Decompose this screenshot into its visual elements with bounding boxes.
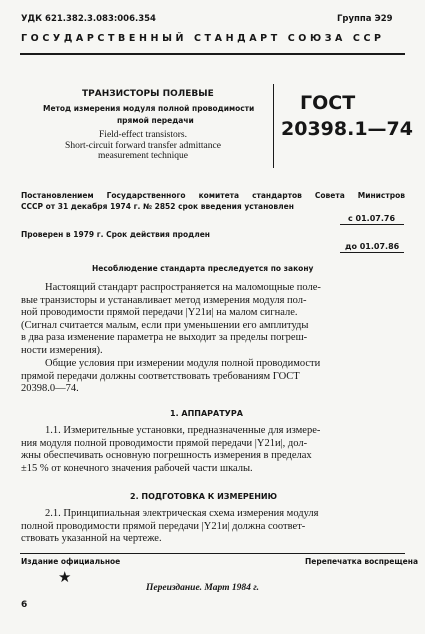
title-divider xyxy=(273,84,274,168)
general-conditions-line: прямой передачи должны соответствовать требованиям ГОСТ xyxy=(21,370,300,382)
document-subtitle-line1: Метод измерения модуля полной проводимости xyxy=(43,104,255,113)
gost-number: 20398.1—74 xyxy=(281,118,413,140)
english-title-line1: Field-effect transistors. xyxy=(99,130,187,140)
intro-paragraph xyxy=(21,282,405,357)
section2-heading: 2. ПОДГОТОВКА К ИЗМЕРЕНИЮ xyxy=(130,492,278,501)
state-standard-banner: ГОСУДАРСТВЕННЫЙ СТАНДАРТ СОЮЗА ССР xyxy=(21,33,385,44)
section2-line: полной проводимости прямой передачи |Y21и| должна соответ- xyxy=(21,520,306,532)
intro-line: ности измерения). xyxy=(21,344,103,356)
intro-line: Настоящий стандарт распространяется на маломощные поле- xyxy=(45,282,321,293)
intro-line: (Сигнал считается малым, если при уменьшении его амплитуды xyxy=(21,319,309,331)
intro-line: вые транзисторы и устанавливает метод измерения модуля пол- xyxy=(21,294,307,306)
general-conditions-line: Общие условия при измерении модуля полной проводимости xyxy=(45,358,321,369)
reprint-forbidden: Перепечатка воспрещена xyxy=(305,557,419,566)
section1-line: 1.1. Измерительные установки, предназначенные для измере- xyxy=(45,425,321,436)
extended-date: до 01.07.86 xyxy=(345,242,400,251)
english-title-line3: measurement technique xyxy=(98,151,188,161)
star-icon: ★ xyxy=(58,568,72,586)
general-conditions-paragraph xyxy=(21,358,405,396)
reprint-edition: Переиздание. Март 1984 г. xyxy=(146,583,260,593)
intro-line: ной проводимости прямой передачи |Y21и| на малом сигнале. xyxy=(21,307,298,318)
decree-line2: СССР от 31 декабря 1974 г. № 2852 срок введения установлен xyxy=(21,202,294,211)
decree-line1: Постановлением Государственного комитета стандартов Совета Министров xyxy=(21,191,405,200)
general-conditions-line: 20398.0—74. xyxy=(21,383,79,394)
section1-line: ния модуля полной проводимости прямой передачи |Y21и|, дол- xyxy=(21,437,308,449)
effective-date-underline xyxy=(340,224,404,225)
checked-note: Проверен в 1979 г. Срок действия продлен xyxy=(21,230,210,239)
official-edition: Издание официальное xyxy=(21,557,121,566)
page-number: 6 xyxy=(21,600,28,610)
group-code: Группа Э29 xyxy=(337,14,393,24)
english-title xyxy=(25,130,261,162)
intro-line: в два раза изменение параметра не выходит за пределы погреш- xyxy=(21,332,308,343)
section1-line: ±15 % от конечного значения рабочей части шкалы. xyxy=(21,462,253,474)
section2-line: ствовать указанной на чертеже. xyxy=(21,533,162,544)
document-subtitle-line2: прямой передачи xyxy=(117,116,194,125)
section2-paragraph xyxy=(21,508,405,546)
legal-warning: Несоблюдение стандарта преследуется по закону xyxy=(92,264,314,273)
section2-line: 2.1. Принципиальная электрическая схема измерения модуля xyxy=(45,508,319,519)
gost-label: ГОСТ xyxy=(300,92,356,114)
section1-paragraph xyxy=(21,425,405,475)
document-title: ТРАНЗИСТОРЫ ПОЛЕВЫЕ xyxy=(82,89,214,99)
header-rule xyxy=(20,53,405,55)
udk-code: УДК 621.382.3.083:006.354 xyxy=(21,14,156,24)
effective-date: с 01.07.76 xyxy=(348,214,396,223)
footer-rule xyxy=(20,553,405,554)
english-title-line2: Short-circuit forward transfer admittance xyxy=(65,140,221,151)
extended-date-underline xyxy=(340,252,404,253)
section1-line: жны обеспечивать основную погрешность измерения в пределах xyxy=(21,450,312,461)
section1-heading: 1. АППАРАТУРА xyxy=(170,409,243,418)
